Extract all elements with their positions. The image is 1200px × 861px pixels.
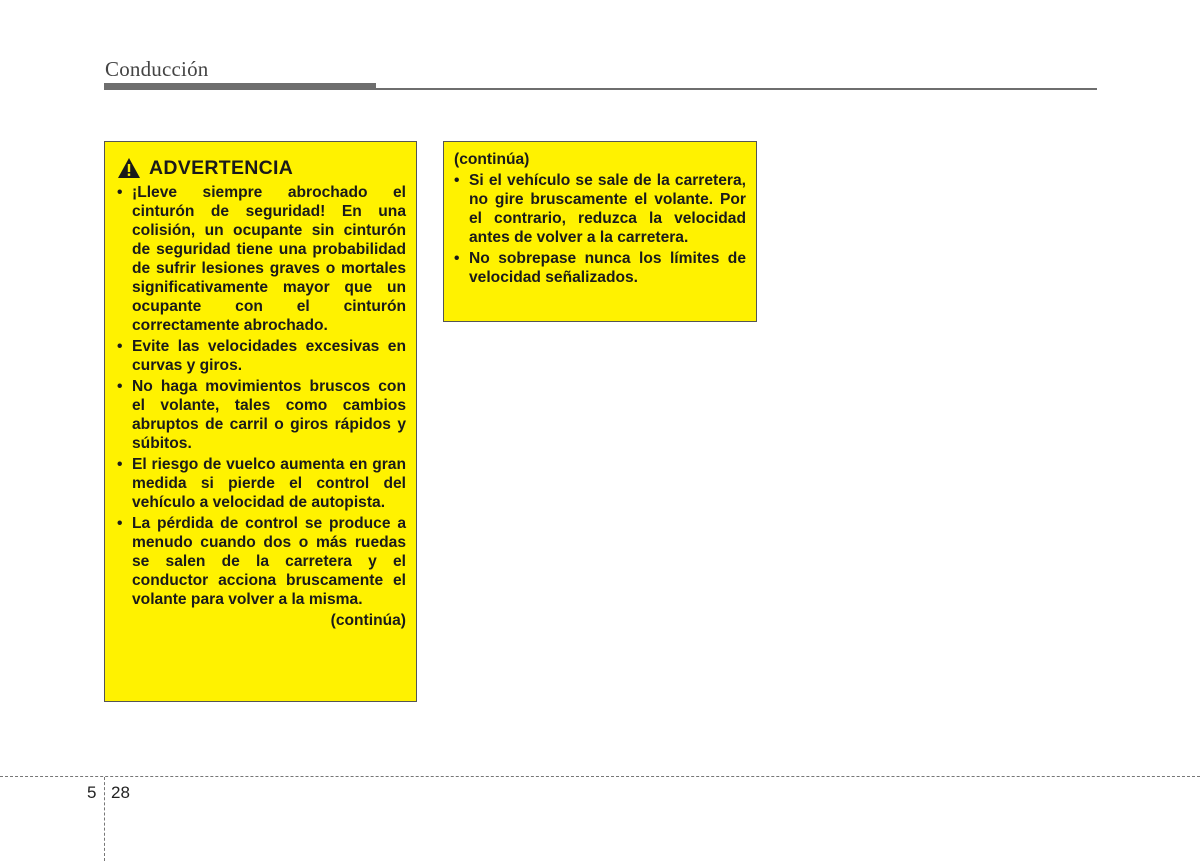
warning-triangle-icon xyxy=(117,157,141,179)
warning-item: • No haga movimientos bruscos con el volante, tales como cambios abruptos de carril o giros rápidos y súbitos. xyxy=(117,377,406,453)
footer-vertical-dashed-rule xyxy=(104,777,105,861)
warning-item: • Si el vehículo se sale de la carretera, no gire bruscamente el volante. Por el contrario, reduzca la velocidad antes de volver a la carretera. xyxy=(454,171,746,247)
continued-label-top: (continúa) xyxy=(454,151,530,168)
warning-item: • ¡Lleve siempre abrochado el cinturón de seguridad! En una colisión, un ocupante sin cinturón de seguridad tiene una probabilidad de sufrir lesiones graves o mortales significativamente mayor que un ocupante con el cinturón correctamente abrochado. xyxy=(117,183,406,335)
warning-item: • Evite las velocidades excesivas en curvas y giros. xyxy=(117,337,406,375)
chapter-number: 5 xyxy=(87,783,97,802)
footer-dashed-rule xyxy=(0,776,1200,777)
page-header-title: Conducción xyxy=(105,57,209,81)
warning-box-right xyxy=(443,141,757,322)
warning-item: • La pérdida de control se produce a menudo cuando dos o más ruedas se salen de la carretera y el conductor acciona bruscamente el volante para volver a la misma. xyxy=(117,514,406,609)
warning-item: • El riesgo de vuelco aumenta en gran medida si pierde el control del vehículo a velocidad de autopista. xyxy=(117,455,406,512)
warning-list-right xyxy=(454,171,746,287)
warning-box-left xyxy=(104,141,417,702)
warning-header xyxy=(117,155,406,181)
header-rule-thick xyxy=(104,83,376,90)
warning-item: • No sobrepase nunca los límites de velocidad señalizados. xyxy=(454,249,746,287)
warning-list-left xyxy=(117,183,406,609)
header-rule-thin xyxy=(376,88,1097,90)
continued-label: (continúa) xyxy=(330,612,406,629)
page-number: 28 xyxy=(111,783,130,802)
warning-title: ADVERTENCIA xyxy=(149,156,294,179)
